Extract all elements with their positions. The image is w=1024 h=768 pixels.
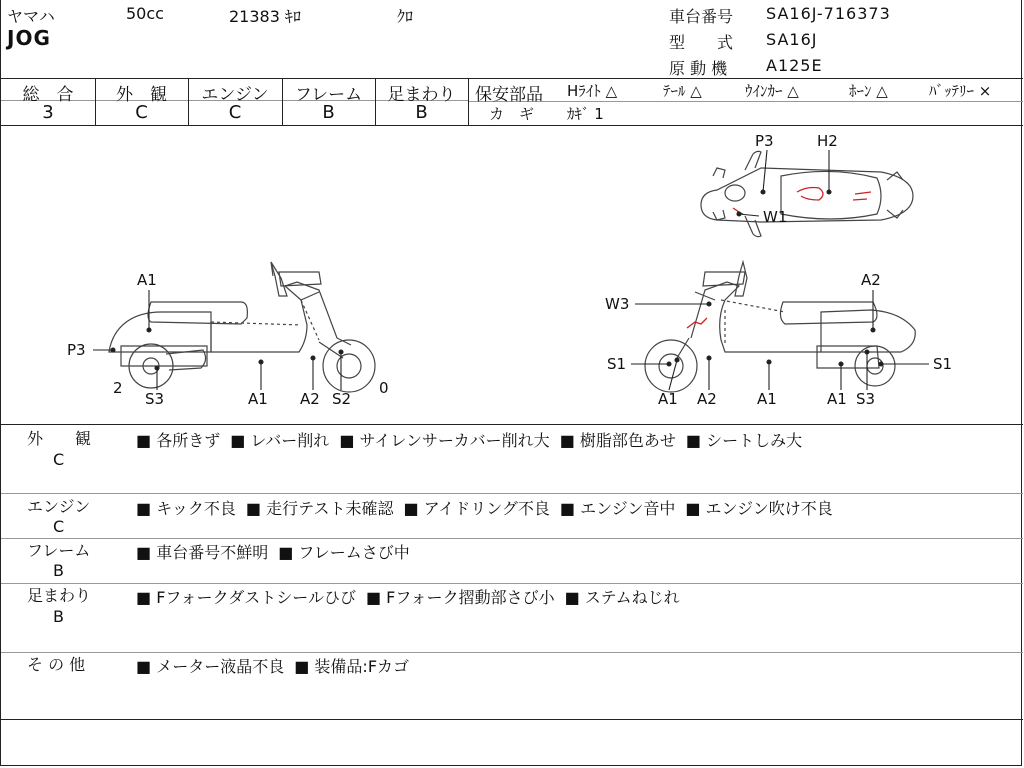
safety-items <box>567 80 991 101</box>
remark-row-other <box>1 654 1023 718</box>
model-name: JOG <box>7 26 51 50</box>
remark-label: そ の 他 <box>27 655 86 674</box>
diagram-label-left-p3: P3 <box>67 341 86 359</box>
divider <box>1 424 1023 425</box>
remark-item: ■ エンジン音中 <box>560 496 675 519</box>
diagram-label-left-a1: A1 <box>137 271 157 289</box>
remark-item: ■ 樹脂部色あせ <box>560 428 676 451</box>
remark-row-frame <box>1 540 1023 582</box>
diagram-label-right-a2b: A2 <box>697 390 717 408</box>
diagram-label-left-s3: S3 <box>145 390 165 408</box>
grade-header-suspension: 足まわり <box>387 85 456 105</box>
remark-row-exterior <box>1 426 1023 492</box>
diagram-label-top-w1: W1 <box>763 208 788 226</box>
remark-grade: C <box>53 450 65 469</box>
diagram-label-right-a1c: A1 <box>827 390 847 408</box>
divider <box>1 493 1023 494</box>
remark-label: 外 観 <box>27 429 92 448</box>
diagram-label-right-a1: A1 <box>658 390 678 408</box>
remark-item: ■ アイドリング不良 <box>403 496 549 519</box>
diagram-label-right-a2: A2 <box>861 271 881 289</box>
remark-item: ■ Fフォークダストシールひび <box>136 585 356 608</box>
chassis-value: SA16J-716373 <box>766 4 891 23</box>
remark-item: ■ メーター液晶不良 <box>136 654 284 677</box>
diagram-label-left-a2: A2 <box>300 390 320 408</box>
grade-header-frame: フレーム <box>294 85 363 105</box>
remark-item: ■ レバー削れ <box>230 428 329 451</box>
diagram-label-right-a1b: A1 <box>757 390 777 408</box>
engine-label: 原 動 機 <box>669 59 728 78</box>
diagram-label-top-h2: H2 <box>817 132 838 150</box>
color: ｸﾛ <box>397 7 414 26</box>
remark-label: フレーム <box>27 541 91 560</box>
remark-label: エンジン <box>27 497 91 516</box>
divider <box>469 101 1023 102</box>
diagram-label-left-s2: S2 <box>332 390 352 408</box>
key-value: ｶｷﾞ 1 <box>567 105 604 123</box>
divider <box>1 538 1023 539</box>
chassis-label: 車台番号 <box>669 7 734 26</box>
remark-item: ■ 車台番号不鮮明 <box>136 540 268 563</box>
diagram-label-right-s1: S1 <box>607 355 627 373</box>
grade-exterior: C <box>135 102 148 123</box>
maker-name: ヤマハ <box>7 7 55 26</box>
type-label: 型 式 <box>669 33 734 52</box>
remark-items <box>136 428 808 451</box>
safety-item-battery: ﾊﾞｯﾃﾘｰ × <box>929 82 992 100</box>
remark-item: ■ サイレンサーカバー削れ大 <box>339 428 549 451</box>
remark-items <box>136 654 415 677</box>
remark-item: ■ フレームさび中 <box>278 540 410 563</box>
grade-overall: 3 <box>42 102 54 123</box>
remark-label: 足まわり <box>27 586 92 605</box>
diagram-label-left-0: 0 <box>379 379 389 397</box>
remark-item: ■ エンジン吹け不良 <box>685 496 832 519</box>
remark-grade: B <box>53 561 64 580</box>
remark-item: ■ ステムねじれ <box>565 585 680 608</box>
remark-item: ■ 走行テスト未確認 <box>246 496 394 519</box>
grade-header-engine: エンジン <box>201 85 269 105</box>
divider <box>468 78 469 125</box>
remark-row-suspension <box>1 585 1023 651</box>
scooter-top-view <box>701 151 913 236</box>
diagram-label-right-s3: S3 <box>856 390 876 408</box>
displacement: 50cc <box>126 4 164 23</box>
mileage: 21383 ｷﾛ <box>229 7 301 26</box>
divider <box>1 78 1023 79</box>
grade-suspension: B <box>415 102 428 123</box>
remark-grade: B <box>53 607 64 626</box>
remark-row-engine <box>1 495 1023 537</box>
safety-item-tail: ﾃｰﾙ △ <box>663 82 702 100</box>
diagram-label-top-p3: P3 <box>755 132 774 150</box>
grade-frame: B <box>322 102 335 123</box>
key-label: カ ギ <box>489 105 535 123</box>
safety-item-winker: ｳｲﾝｶｰ △ <box>745 82 799 100</box>
remark-item: ■ シートしみ大 <box>686 428 802 451</box>
remark-items <box>136 496 839 519</box>
safety-label: 保安部品 <box>475 85 543 105</box>
divider <box>1 719 1023 720</box>
remark-items <box>136 540 416 563</box>
diagram-label-left-a1b: A1 <box>248 390 268 408</box>
type-value: SA16J <box>766 30 818 49</box>
grade-engine: C <box>228 102 242 123</box>
diagram-label-left-2: 2 <box>113 379 123 397</box>
safety-item-headlight: Hﾗｲﾄ △ <box>567 82 618 100</box>
remark-item: ■ 各所きず <box>136 428 220 451</box>
grade-header-overall: 総 合 <box>22 85 74 105</box>
remark-grade: C <box>53 517 65 536</box>
diagram-label-right-w3: W3 <box>605 295 630 313</box>
remark-item: ■ Fフォーク摺動部さび小 <box>366 585 555 608</box>
engine-value: A125E <box>766 56 823 75</box>
remark-items <box>136 585 686 608</box>
divider <box>1 652 1023 653</box>
leader-lines <box>93 150 929 390</box>
diagram-label-right-s1b: S1 <box>933 355 953 373</box>
remark-item: ■ 装備品:Fカゴ <box>294 654 409 677</box>
grade-header-exterior: 外 観 <box>116 85 167 105</box>
damage-diagram <box>1 126 1023 424</box>
divider <box>1 583 1023 584</box>
remark-item: ■ キック不良 <box>136 496 236 519</box>
safety-item-horn: ﾎｰﾝ △ <box>849 82 888 100</box>
